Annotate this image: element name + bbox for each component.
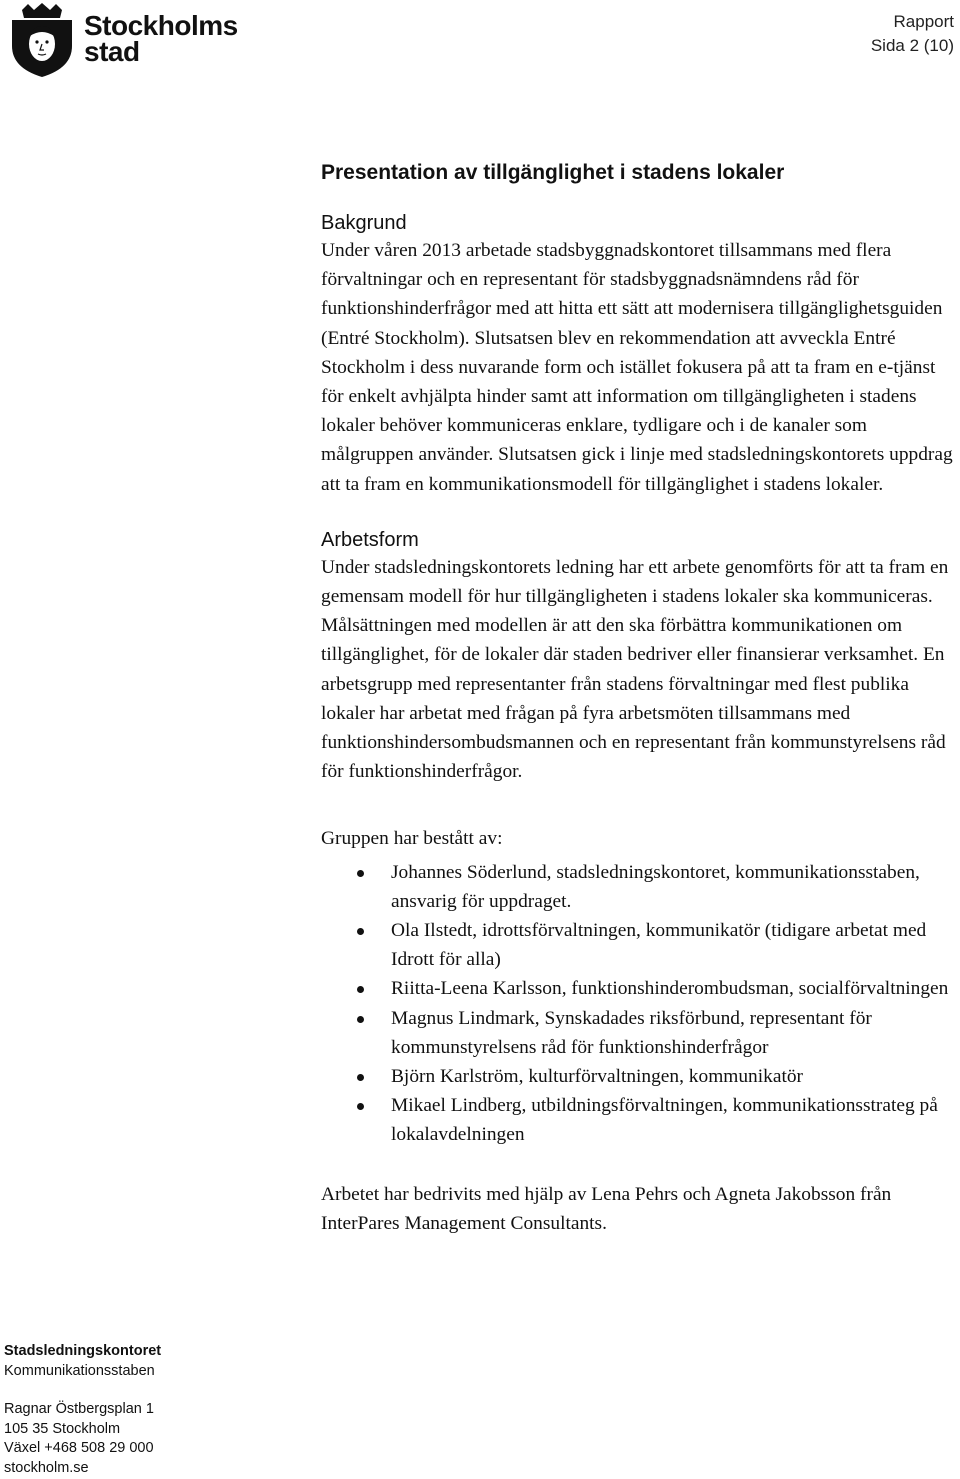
bullet-icon (357, 928, 364, 935)
logo-text-line2: stad (84, 36, 140, 67)
closing-paragraph: Arbetet har bedrivits med hjälp av Lena Pehrs och Agneta Jakobsson från InterPares Management Consultants. (321, 1183, 892, 1234)
footer-org: Stadsledningskontoret (4, 1343, 162, 1359)
bullet-icon (357, 1074, 364, 1081)
document-title: Presentation av tillgänglighet i stadens lokaler (321, 161, 785, 184)
footer-unit: Kommunikationsstaben (4, 1362, 155, 1379)
section-heading-arbetsform: Arbetsform (321, 528, 419, 551)
bullet-icon (357, 1103, 364, 1110)
bullet-icon (357, 986, 364, 993)
list-item: Mikael Lindberg, utbildningsförvaltningen, kommunikationsstrateg på lokalavdelningen (321, 1091, 957, 1149)
logo-text-line1: Stockholms (84, 10, 238, 41)
section-heading-bakgrund: Bakgrund (321, 212, 407, 234)
document-header-info (871, 10, 954, 58)
page-indicator: Sida 2 (10) (870, 36, 954, 55)
footer-postal: 105 35 Stockholm (4, 1420, 121, 1437)
section-text-bakgrund: Under våren 2013 arbetade stadsbyggnadskontoret tillsammans med flera förvaltningar och en representant för stadsbyggnadsnämndens råd för funktionshinderfrågor med att hitta ett sätt att modernisera tillgänglighetsguiden (Entré Stockholm). Slutsatsen blev en rekommendation att avveckla Entré Stockholm i dess nuvarande form och istället fokusera på att ta fram en e-tjänst för enkelt avhjälpta hinder samt att information om tillgängligheten i stadens lokaler behöver kommuniceras enklare, tydligare och i de kanaler som målgruppen använder. Slutsatsen gick i linje med stadsledningskontorets uppdrag att ta fram en kommunikationsmodell för tillgänglighet i stadens lokaler. (321, 240, 953, 495)
document-body (321, 160, 957, 1238)
city-crest-icon (6, 2, 78, 78)
document-type: Rapport (893, 12, 954, 31)
stockholms-stad-logo (6, 2, 236, 78)
footer-phone: Växel +468 508 29 000 (4, 1440, 154, 1457)
section-text-arbetsform: Under stadsledningskontorets ledning har ett arbete genomförts för att ta fram en gemensam modell för hur tillgängligheten i stadens lokaler ska kommuniceras. Målsättningen med modellen är att den ska förbättra kommunikationen om tillgänglighet, för de lokaler där staden bedriver eller finansierar verksamhet. En arbetsgrupp med representanter från stadens förvaltningar med flest publika lokaler har arbetat med frågan på fyra arbetsmöten tillsammans med funktionshindersombudsmannen och en representant från kommunstyrelsens råd för funktionshinderfrågor. (321, 556, 949, 783)
list-item: Magnus Lindmark, Synskadades riksförbund, representant för kommunstyrelsens råd för funktionshinderfrågor (321, 1004, 957, 1062)
bullet-icon (357, 1016, 364, 1023)
list-item: Ola Ilstedt, idrottsförvaltningen, kommunikatör (tidigare arbetat med Idrott för alla) (321, 916, 957, 974)
list-item: Riitta-Leena Karlsson, funktionshinderombudsman, socialförvaltningen (321, 974, 957, 1003)
group-intro: Gruppen har bestått av: (321, 828, 503, 850)
bullet-icon (357, 870, 364, 877)
footer-web-link[interactable]: stockholm.se (4, 1459, 89, 1476)
list-item: Johannes Söderlund, stadsledningskontoret, kommunikationsstaben, ansvarig för uppdraget. (321, 858, 957, 916)
footer-contact (4, 1342, 161, 1479)
footer-address: Ragnar Östbergsplan 1 (4, 1401, 154, 1418)
list-item: Björn Karlström, kulturförvaltningen, kommunikatör (321, 1062, 957, 1091)
member-list (321, 858, 957, 1150)
